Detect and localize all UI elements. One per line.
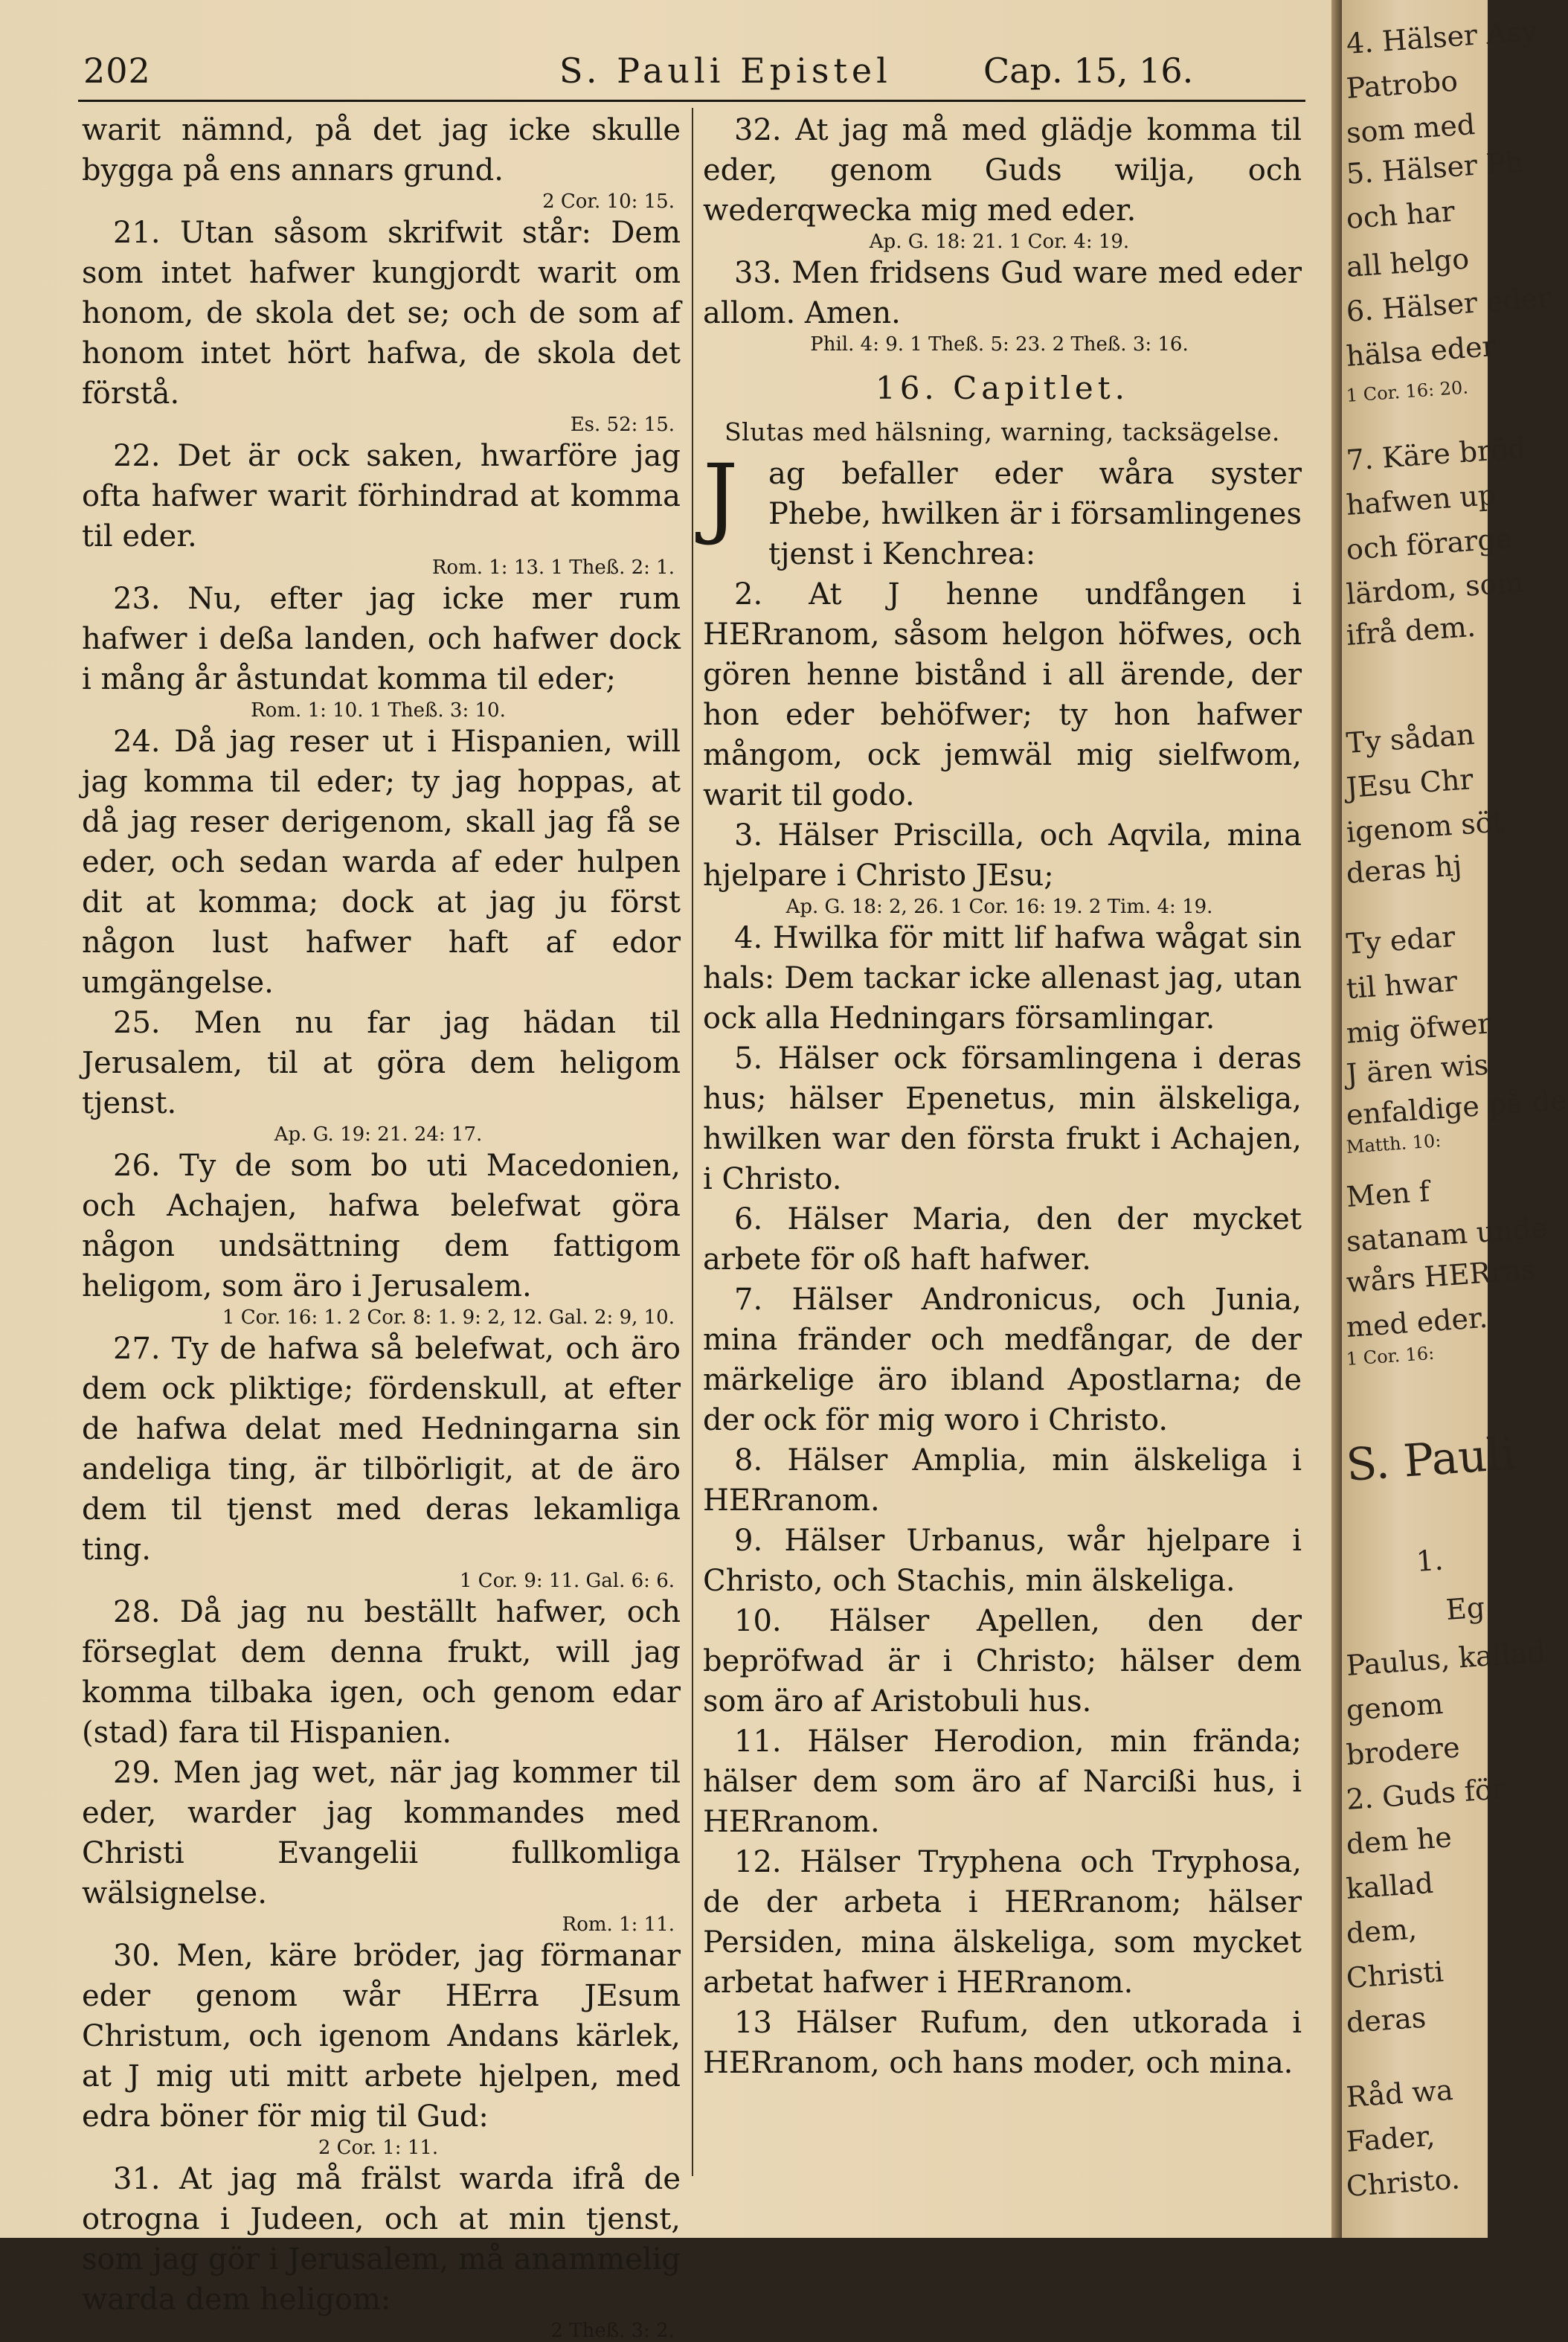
adjacent-page-text: til hwar (1345, 964, 1459, 1005)
cross-reference: 2 Theß. 3: 2. (550, 2320, 675, 2342)
verse-text: 6. Hälser Maria, den der mycket arbete för oß haft hafwer. (703, 1202, 1302, 1277)
adjacent-page-text: Ty sådan (1345, 718, 1476, 760)
verse-text: 21. Utan såsom skrifwit står: Dem som intet hafwer kungjordt warit om honom, de skola det se; och de som af honom intet hört hafwa, de skola det förstå. (82, 216, 681, 411)
adjacent-page-text: lärdom, som (1345, 565, 1525, 611)
verse-text: 27. Ty de hafwa så belefwat, och äro dem ock pliktige; fördenskull, at efter de hafwa delat med Hedningarna sin andeliga ting, är tilbörligit, at de äro dem til tjenst med deras lekamliga ting. (82, 1332, 681, 1567)
verse-text: 10. Hälser Apellen, den der bepröfwad är i Christo; hälser dem som äro af Aristobuli hus. (703, 1604, 1302, 1719)
adjacent-page-text: 6. Hälser eder (1345, 280, 1552, 328)
adjacent-page-text: J ären wis (1345, 1048, 1490, 1091)
adjacent-page-text: Fader, (1345, 2119, 1436, 2158)
adjacent-page-text: 7. Käre bröd (1345, 431, 1527, 477)
running-title: S. Pauli Epistel (559, 51, 892, 91)
adjacent-page-text: med eder. (1345, 1300, 1489, 1344)
adjacent-page-text: satanam unde (1345, 1211, 1549, 1258)
adjacent-page-text: Christi (1345, 1954, 1445, 1995)
adjacent-page-text: Ty edar (1345, 920, 1456, 960)
adjacent-page-text: 1 Cor. 16: (1346, 1342, 1436, 1370)
cross-reference: Es. 52: 15. (570, 414, 675, 436)
cross-reference: Rom. 1: 11. (562, 1913, 675, 1936)
adjacent-page-text: Patrobo (1345, 64, 1459, 105)
cross-reference: Ap. G. 19: 21. 24: 17. (274, 1123, 483, 1146)
adjacent-page-text: genom (1345, 1687, 1445, 1727)
adjacent-page-text: Matth. 10: (1346, 1130, 1442, 1158)
adjacent-page-text: Men f (1345, 1175, 1431, 1213)
cross-reference: Phil. 4: 9. 1 Theß. 5: 23. 2 Theß. 3: 16. (810, 333, 1189, 356)
left-column (82, 110, 681, 2342)
adjacent-page (1342, 0, 1568, 2238)
cross-reference: 1 Cor. 9: 11. Gal. 6: 6. (459, 1570, 675, 1592)
adjacent-page-text: JEsu Chr (1345, 763, 1474, 804)
verse-text: 12. Hälser Tryphena och Tryphosa, de der arbeta i HERranom; hälser Persiden, mina älskeliga, som mycket arbetat hafwer i HERranom. (703, 1845, 1302, 2000)
adjacent-page-text: hälsa eder (1345, 330, 1497, 373)
cross-reference: 2 Cor. 10: 15. (542, 190, 675, 213)
adjacent-page-text: brodere (1345, 1730, 1462, 1771)
verse-text: 8. Hälser Amplia, min älskeliga i HERranom. (703, 1443, 1302, 1518)
adjacent-page-text: 2. Guds för (1345, 1772, 1507, 1816)
adjacent-page-text: dem, (1345, 1912, 1418, 1950)
adjacent-page-text: Christo. (1345, 2162, 1462, 2203)
adjacent-page-text: Råd wa (1345, 2073, 1454, 2114)
adjacent-page-text: dem he (1345, 1820, 1453, 1861)
cross-reference: Ap. G. 18: 2, 26. 1 Cor. 16: 19. 2 Tim. 4: 19. (785, 896, 1213, 918)
adjacent-page-text: 5. Hälser Ph (1345, 145, 1525, 190)
verse-text: warit nämnd, på det jag icke skulle bygga på ens annars grund. (82, 113, 681, 187)
verse-text: 22. Det är ock saken, hwarföre jag ofta hafwer warit förhindrad at komma til eder. (82, 439, 681, 554)
adjacent-page-text: 4. Hälser Asy (1345, 14, 1538, 60)
verse-text: 7. Hälser Andronicus, och Junia, mina fränder och medfångar, de der märkelige äro ibland Apostlarna; de der ock för mig woro i Christo. (703, 1283, 1302, 1437)
verse-text: 9. Hälser Urbanus, wår hjelpare i Christo, och Stachis, min älskeliga. (703, 1524, 1302, 1598)
verse-text: 4. Hwilka för mitt lif hafwa wågat sin hals: Dem tackar icke allenast jag, utan ock alla Hedningars församlingar. (703, 921, 1302, 1036)
adjacent-page-text: hafwen up (1345, 478, 1497, 522)
verse-text: 25. Men nu far jag hädan til Jerusalem, til at göra dem heligom tjenst. (82, 1006, 681, 1120)
cross-reference: Ap. G. 18: 21. 1 Cor. 4: 19. (869, 231, 1130, 253)
verse-text: 24. Då jag reser ut i Hispanien, will jag komma til eder; ty jag hoppas, at då jag reser derigenom, skall jag få se eder, och sedan warda af eder hulpen dit at komma; dock at jag ju först någon lust hafwer haft af edor umgängelse. (82, 725, 681, 1000)
verse-text: 23. Nu, efter jag icke mer rum hafwer i deßa landen, och hafwer dock i mång år åstundat komma til eder; (82, 582, 681, 696)
page-number: 202 (83, 51, 151, 91)
adjacent-page-text: kallad (1345, 1866, 1435, 1905)
adjacent-page-text: all helgo (1345, 242, 1471, 283)
verse-text: 32. At jag må med glädje komma til eder, genom Guds wilja, och wederqwecka mig med eder. (703, 113, 1302, 228)
right-column (703, 110, 1302, 2083)
verse-text: 30. Men, käre bröder, jag förmanar eder genom wår HErra JEsum Christum, och igenom Andans kärlek, at J mig uti mitt arbete hjelpen, med edra böner för mig til Gud: (82, 1939, 681, 2134)
adjacent-page-text: deras hj (1345, 849, 1463, 890)
chapter-summary: Slutas med hälsning, warning, tacksägelse. (724, 417, 1280, 446)
adjacent-page-text: deras (1345, 2001, 1427, 2039)
adjacent-page-text: som med (1345, 107, 1477, 150)
adjacent-page-text: igenom söt (1345, 805, 1506, 849)
adjacent-page-text: S. Pauli (1344, 1428, 1517, 1492)
chapter-indicator: Cap. 15, 16. (983, 51, 1194, 91)
book-gutter (1331, 0, 1342, 2238)
first-verse-text: ag befaller eder wåra syster Phebe, hwilken är i församlingenes tjenst i Kenchrea: (768, 457, 1302, 571)
first-verse (703, 445, 1302, 574)
cross-reference: Rom. 1: 10. 1 Theß. 3: 10. (251, 699, 506, 722)
cross-reference: 2 Cor. 1: 11. (318, 2137, 439, 2159)
verse-text: 3. Hälser Priscilla, och Aqvila, mina hjelpare i Christo JEsu; (703, 818, 1302, 893)
verse-text: 33. Men fridsens Gud ware med eder allom. Amen. (703, 256, 1302, 330)
drop-cap: J (703, 445, 739, 548)
adjacent-page-text: enfaldige på de (1345, 1083, 1568, 1132)
verse-text: 5. Hälser ock församlingena i deras hus; hälser Epenetus, min älskeliga, hwilken war den första frukt i Achajen, i Christo. (703, 1042, 1302, 1196)
verse-text: 26. Ty de som bo uti Macedonien, och Achajen, hafwa belefwat göra någon undsättning dem fattigom heligom, som äro i Jerusalem. (82, 1149, 681, 1303)
adjacent-page-text: Paulus, kallad (1345, 1635, 1547, 1682)
verse-text: 2. At J henne undfången i HERranom, såsom helgon höfwes, och gören henne bistånd i all ärende, der hon eder behöfwer; ty hon hafwer mångom, ock jemwäl mig sielfwom, warit til godo. (703, 577, 1302, 812)
verse-text: 29. Men jag wet, när jag kommer til eder, warder jag kommandes med Christi Evangelii fullkomliga wälsignelse. (82, 1756, 681, 1911)
adjacent-page-text: 1 Cor. 16: 20. (1346, 376, 1469, 406)
adjacent-page-text: 1. (1415, 1543, 1445, 1578)
running-header (39, 43, 1303, 95)
verse-text: 11. Hälser Herodion, min frända; hälser dem som äro af Narcißi hus, i HERranom. (703, 1725, 1302, 1839)
adjacent-page-text: wårs HERras (1345, 1253, 1537, 1299)
chapter-heading: 16. Capitlet. (875, 370, 1130, 406)
header-rule (78, 100, 1305, 102)
cross-reference: 1 Cor. 16: 1. 2 Cor. 8: 1. 9: 2, 12. Gal. 2: 9, 10. (222, 1306, 675, 1329)
column-divider (692, 108, 693, 2176)
adjacent-page-text: och förarge (1345, 522, 1514, 566)
adjacent-page-text: mig öfwer (1345, 1007, 1492, 1050)
verse-text: 31. At jag må frälst warda ifrå de otrogna i Judeen, och at min tjenst, som jag gör i Jerusalem, må anammelig warda dem heligom: (82, 2162, 681, 2317)
verse-text: 13 Hälser Rufum, den utkorada i HERranom, och hans moder, och mina. (703, 2006, 1302, 2080)
cross-reference: Rom. 1: 13. 1 Theß. 2: 1. (431, 556, 675, 579)
verse-text: 28. Då jag nu beställt hafwer, och förseglat dem denna frukt, will jag komma tilbaka igen, och genom edar (stad) fara til Hispanien. (82, 1595, 681, 1750)
adjacent-page-text: ifrå dem. (1345, 609, 1477, 652)
adjacent-page-text: och har (1345, 194, 1456, 235)
adjacent-page-text: Eg (1445, 1591, 1486, 1626)
